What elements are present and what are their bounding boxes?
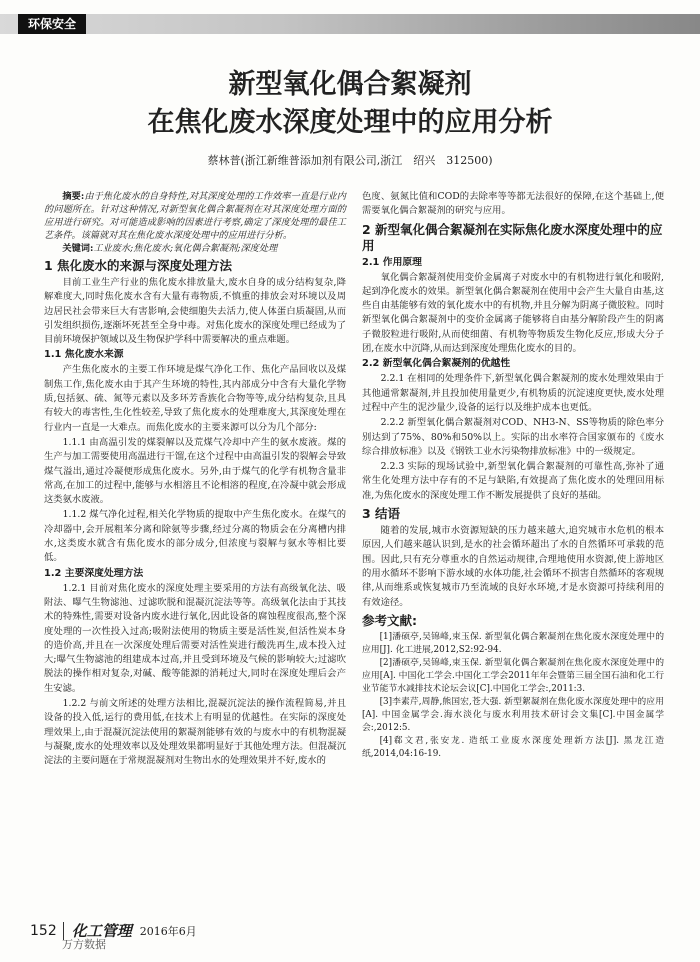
paragraph: 随着的发展,城市水资源短缺的压力越来越大,追究城市水危机的根本原因,人们越来越认识到,是水的社会循环超出了水的自然循环可承载的范围。因此,只有充分尊重水的自然运动规律,合理地使用水资源,使上游地区的用水循环不影响下游水域的水体功能,社会循环不损害自然循环的客观规律,从而维系或恢复城市乃至流域的良好水环境,才是水资源可持续利用的有效途径。	[362, 525, 664, 608]
page-number: 152	[30, 922, 57, 939]
reference-item: [4]郗文君,张安龙. 造纸工业废水深度处理新方法[J]. 黑龙江造纸,2014,04:16-19.	[362, 735, 664, 759]
paragraph: 氧化偶合絮凝剂使用变价金属离子对废水中的有机物进行氧化和吸附,起到净化废水的效果。新型氧化偶合絮凝剂在使用中会产生大量自由基,这些自由基能够有效的氧化废水中的有机物,并且分解为阴离子微胶粒。同时新型氧化偶合絮凝剂中的变价金属离子能够将自由基分解阶段产生的阴离子微胶粒进行吸附,从而使细菌、有机物等物质发生物化反应,形成大分子团,在废水中沉降,从而达到深度处理焦化废水的目的。	[362, 271, 664, 355]
paragraph: 1.2.1 目前对焦化废水的深度处理主要采用的方法有高级氧化法、吸附法、曝气生物滤池、过滤吹脱和混凝沉淀法等等。高级氧化法由于其技术的特殊性,需要对设备内废水进行氧化,因此设备的腐蚀程度很高,整个深度处理的一次性投入过高;吸附法使用的物质主要是活性炭,但活性炭本身的造价高,并且在一次深度处理后需要对活性炭进行酸洗再生,成本投入过大;曝气生物滤池的组建成本过高,并且受到环境及气候的影响较大;过滤吹脱法的操作相对复杂,对碱、酸等能源的消耗过大,同时在深度处理后会产生安滤。	[44, 582, 346, 694]
page-footer	[30, 920, 197, 941]
issue-date: 2016年6月	[139, 924, 197, 938]
subsection-heading-1-1: 1.1 焦化废水来源	[44, 349, 124, 361]
keywords	[44, 242, 346, 255]
paragraph: 2.2.3 实际的现场试验中,新型氧化偶合絮凝剂的可靠性高,弥补了通常生化处理方法中存有的不足与缺陷,有效提高了焦化废水的处理回用标准,为焦化废水的深度处理工作不断发展提供了良好的基础。	[362, 461, 664, 501]
journal-name: 化工管理	[71, 922, 132, 940]
subsection-heading-1-2: 1.2 主要深度处理方法	[44, 567, 144, 579]
abstract-label: 摘要:	[62, 191, 85, 202]
right-column	[362, 190, 664, 761]
section-tag: 环保安全	[18, 14, 86, 34]
paragraph: 1.2.2 与前文所述的处理方法相比,混凝沉淀法的操作流程简易,并且设备的投入低,运行的费用低,在技术上有明显的优越性。在实际的深度处理效果上,由于混凝沉淀法使用的絮凝剂能够有效的与废水中的有机物混凝与凝聚,废水的处理效率以及处理效果都明显好于其他处理方法。但混凝沉淀法的主要问题在于常规混凝剂对生物出水的处理效果并不好,废水的	[44, 698, 346, 767]
reference-item: [1]潘硕亭,吴锦峰,束玉保. 新型氧化偶合絮凝剂在焦化废水深度处理中的应用[J]. 化工进展,2012,S2:92-94.	[362, 631, 664, 655]
abstract	[44, 190, 346, 242]
paragraph: 2.2.2 新型氧化偶合絮凝剂对COD、NH3-N、SS等物质的除色率分别达到了75%、80%和50%以上。实际的出水率符合国家颁布的《废水综合排放标准》以及《钢铁工业水污染物排放标准》中的一级规定。	[362, 417, 664, 457]
references-heading: 参考文献:	[362, 612, 417, 628]
section-heading-3: 3 结语	[362, 506, 401, 522]
paragraph: 目前工业生产行业的焦化废水排放量大,废水自身的成分结构复杂,降解难度大,同时焦化废水含有大量有毒物质,不慎重的排放会对环境以及周边居民社会带来巨大有害影响,会使细胞失去活力,使人体蛋白质凝固,从而引发组织损伤,逐渐坏死甚至全身中毒。对焦化废水的深度处理已经成为了目前环境保护领域以及生物保护学科中需要解决的重点难题。	[44, 277, 346, 346]
paragraph: 色度、氨氮比值和COD的去除率等等都无法很好的保障,在这个基础上,便需要氧化偶合絮凝剂的研究与应用。	[362, 191, 664, 217]
paragraph: 产生焦化废水的主要工作环境是煤气净化工作、焦化产品回收以及煤制焦工作,焦化废水由于其产生环境的特性,其内部成分中含有大量化学物质,包括氨、硫、氮等元素以及多环芳香族化合物等等,成分结构复杂,且具有较大的毒害性,生化性较差,导致了焦化废水的处理难度大,其深度处理在行业内一直是一大难点。而焦化废水的主要来源可以分为几个部分:	[44, 364, 346, 433]
subsection-heading-2-2: 2.2 新型氧化偶合絮凝剂的优越性	[362, 358, 511, 370]
author-affiliation: 蔡林普(浙江新维普添加剂有限公司,浙江 绍兴 312500)	[207, 154, 493, 167]
section-heading-2: 2 新型氧化偶合絮凝剂在实际焦化废水深度处理中的应用	[362, 221, 663, 253]
abstract-text: 由于焦化废水的自身特性,对其深度处理的工作效率一直是行业内的问题所在。针对这种情况,对新型氧化偶合絮凝剂在对其深度处理方面的应用进行研究。对可能造成影响的因素进行考察,确定了深度处理的最佳工艺条件。该篇就对其在焦化废水深度处理中的应用进行分析。	[44, 191, 346, 241]
watermark: 万方数据	[62, 938, 106, 951]
reference-item: [2]潘硕亭,吴锦峰,束玉保. 新型氧化偶合絮凝剂在焦化废水深度处理中的应用[A]. 中国化工学会.中国化工学会2011年年会暨第三届全国石油和化工行业节能节水减排技术论坛会议[C].中国化工学会:,2011:3.	[362, 657, 664, 694]
header-band	[0, 14, 700, 34]
article-title-line1: 新型氧化偶合絮凝剂	[228, 69, 472, 100]
keywords-label: 关键词:	[62, 243, 94, 254]
subsection-heading-2-1: 2.1 作用原理	[362, 256, 422, 268]
section-heading-1: 1 焦化废水的来源与深度处理方法	[44, 258, 233, 273]
reference-item: [3]李素芹,周静,熊国宏,苍大强. 新型絮凝剂在焦化废水深度处理中的应用[A]. 中国金属学会.海水淡化与废水利用技术研讨会文集[C].中国金属学会:,2012:5.	[362, 696, 664, 733]
article-title-line2: 在焦化废水深度处理中的应用分析	[147, 107, 553, 138]
paragraph: 1.1.2 煤气净化过程,相关化学物质的提取中产生焦化废水。在煤气的冷却器中,会开展粗苯分离和除氨等步骤,经过分离的物质会在分离槽内排水,这类废水就含有焦化废水的部分成分,但浓度与裂解与氨水等相比要低。	[44, 509, 346, 564]
paragraph: 2.2.1 在相同的处理条件下,新型氧化偶合絮凝剂的废水处理效果由于其他通常絮凝剂,并且投加使用量更少,有机物质的沉淀速度更快,废水处理过程中产生的泥沙量少,设备的运行以及维护成本也更低。	[362, 373, 664, 413]
left-column	[44, 190, 346, 770]
paragraph: 1.1.1 由高温引发的煤裂解以及荒煤气冷却中产生的氨水废液。煤的生产与加工需要使用高温进行干馏,在这个过程中由高温引发的裂解会导致煤气溢出,通过冷凝便形成焦化废水。另外,由于煤气的化学有机物含量非常高,在加工的过程中,能够与水相溶且不论相溶的程度,在冷凝中就会形成这类氨水废液。	[44, 436, 346, 506]
keywords-text: 工业废水;焦化废水;氧化偶合絮凝剂;深度处理	[93, 243, 278, 254]
